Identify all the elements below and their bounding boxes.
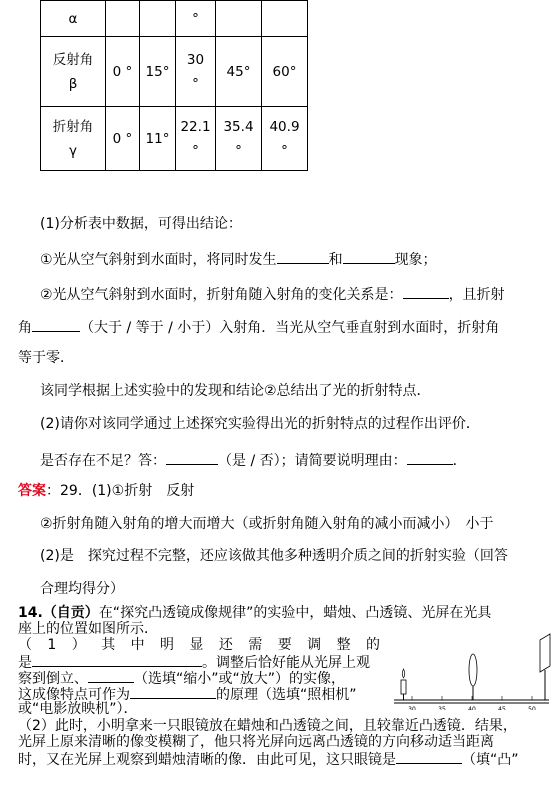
text: 明 [160, 637, 175, 653]
text: 要 [277, 637, 292, 653]
table-cell [106, 1, 140, 37]
table-cell: 35.4 ° [216, 107, 262, 171]
row-symbol: β [68, 75, 78, 92]
text: ①光从空气斜射到水面时，将同时发生 [40, 252, 277, 268]
answer-line-1 [18, 481, 194, 501]
q14-line-9: 光屏上原来清晰的像变模糊了，他只将光屏向远离凸透镜的方向移动适当距离 [18, 734, 494, 750]
table-cell: 15° [140, 37, 176, 107]
q1-conclusion-2-cont [18, 315, 499, 338]
answer-line-3: (2)是 探究过程不完整，还应该做其他多种透明介质之间的折射实验（回答 [40, 548, 508, 564]
q1-conclusion-2 [40, 282, 505, 305]
table-cell: 45° [216, 37, 262, 107]
answer-blank[interactable] [130, 685, 216, 699]
text: 需 [248, 637, 263, 653]
q14-line-10 [18, 750, 519, 768]
text: （ [18, 637, 32, 653]
tick-label: 35 [438, 706, 446, 710]
text: 。调整后恰好能从光屏上观 [202, 655, 370, 671]
answer-blank[interactable] [166, 448, 218, 465]
optical-bench-diagram [392, 630, 552, 710]
answer-blank[interactable] [343, 247, 395, 264]
text: 在“探究凸透镜成像规律”的实验中，蜡烛、凸透镜、光屏在光具 [98, 605, 492, 621]
text: 其 [101, 637, 116, 653]
tick-marks [412, 696, 532, 700]
convex-lens-icon [469, 654, 477, 700]
row-label: 折射角 [52, 118, 94, 135]
table-cell: 0 ° [106, 107, 140, 171]
text: ：29．(1)①折射 反射 [46, 483, 195, 499]
text: 这成像特点可作为 [18, 687, 130, 703]
text: ） [71, 637, 86, 653]
light-screen-icon [540, 634, 550, 700]
table-cell [41, 37, 106, 107]
q14-line-3 [18, 637, 380, 653]
text: 察到倒立、 [18, 671, 88, 687]
candle-icon [401, 669, 406, 700]
text: 显 [189, 637, 204, 653]
q1-conclusion-1 [40, 247, 437, 270]
row-label: 反射角 [52, 51, 94, 68]
text: 调 [307, 637, 322, 653]
tick-label: 40 [468, 706, 476, 710]
text: 整 [336, 637, 351, 653]
answer-blank[interactable] [88, 669, 134, 683]
table-cell: 60° [262, 37, 308, 107]
table-cell [41, 107, 106, 171]
text: 还 [218, 637, 233, 653]
text: 是 [18, 655, 32, 671]
answer-blank[interactable] [277, 247, 329, 264]
table-row [41, 1, 308, 37]
answer-blank[interactable] [32, 653, 202, 667]
text: 中 [130, 637, 145, 653]
answer-blank[interactable] [407, 448, 453, 465]
table-cell [140, 1, 176, 37]
text: 现象； [394, 252, 437, 268]
text: 角 [18, 320, 32, 336]
q1-summary: 该同学根据上述实验中的发现和结论②总结出了光的折射特点． [40, 383, 431, 399]
text: 的 [365, 637, 380, 653]
text: （大于 / 等于 / 小于）入射角．当光从空气垂直射到水面时，折射角 [80, 320, 500, 336]
q2-answer-line [40, 448, 467, 471]
text: ②光从空气斜射到水面时，折射角随入射角的变化关系是： [40, 287, 403, 303]
answer-blank[interactable] [396, 750, 462, 764]
tick-label: 30 [408, 706, 416, 710]
table-cell [262, 1, 308, 37]
table-row [41, 107, 308, 171]
text: ，且折射 [448, 287, 505, 303]
table-cell: ° [176, 1, 216, 37]
q14-line-8: （2）此时，小明拿来一只眼镜放在蜡烛和凸透镜之间，且较靠近凸透镜．结果， [18, 718, 517, 734]
table-cell: α [41, 1, 106, 37]
answer-blank[interactable] [32, 315, 80, 332]
tick-label: 50 [528, 706, 536, 710]
answer-line-2: ②折射角随入射角的增大而增大（或折射角随入射角的减小而减小） 小于 [40, 516, 494, 532]
answer-label: 答案 [18, 483, 46, 499]
table-cell [216, 1, 262, 37]
text: 时，又在光屏上观察到蜡烛清晰的像．由此可见，这只眼镜是 [18, 752, 396, 768]
tick-label: 45 [498, 706, 506, 710]
text: （填“凸” [462, 752, 519, 768]
text: 是否存在不足？答： [40, 453, 166, 469]
q14-line-1 [18, 605, 491, 621]
table-row [41, 37, 308, 107]
question-number: 14.（自贡） [18, 605, 99, 621]
q1-intro: (1)分析表中数据，可得出结论： [40, 216, 242, 232]
answer-line-4: 合理均得分） [40, 581, 124, 597]
q14-line-7: 或“电影放映机”）． [18, 701, 138, 717]
text: （是 / 否）；请简要说明理由： [218, 453, 407, 469]
table-cell: 22.1 ° [176, 107, 216, 171]
text: ． [452, 453, 467, 469]
text: 的原理（选填“照相机” [216, 687, 357, 703]
text: 1 [47, 637, 57, 653]
table-cell: 11° [140, 107, 176, 171]
q14-line-2: 座上的位置如图所示． [18, 621, 158, 637]
table-cell: 40.9 ° [262, 107, 308, 171]
angle-table [40, 0, 308, 171]
answer-blank[interactable] [403, 282, 449, 299]
text: （选填“缩小”或“放大”）的实像， [134, 671, 346, 687]
table-cell: 30 ° [176, 37, 216, 107]
row-symbol: γ [69, 142, 77, 159]
q2-prompt: (2)请你对该同学通过上述探究实验得出光的折射特点的过程作出评价． [40, 416, 480, 432]
table-cell: 0 ° [106, 37, 140, 107]
q1-conclusion-2-end: 等于零． [18, 350, 74, 366]
text: 和 [328, 252, 343, 268]
